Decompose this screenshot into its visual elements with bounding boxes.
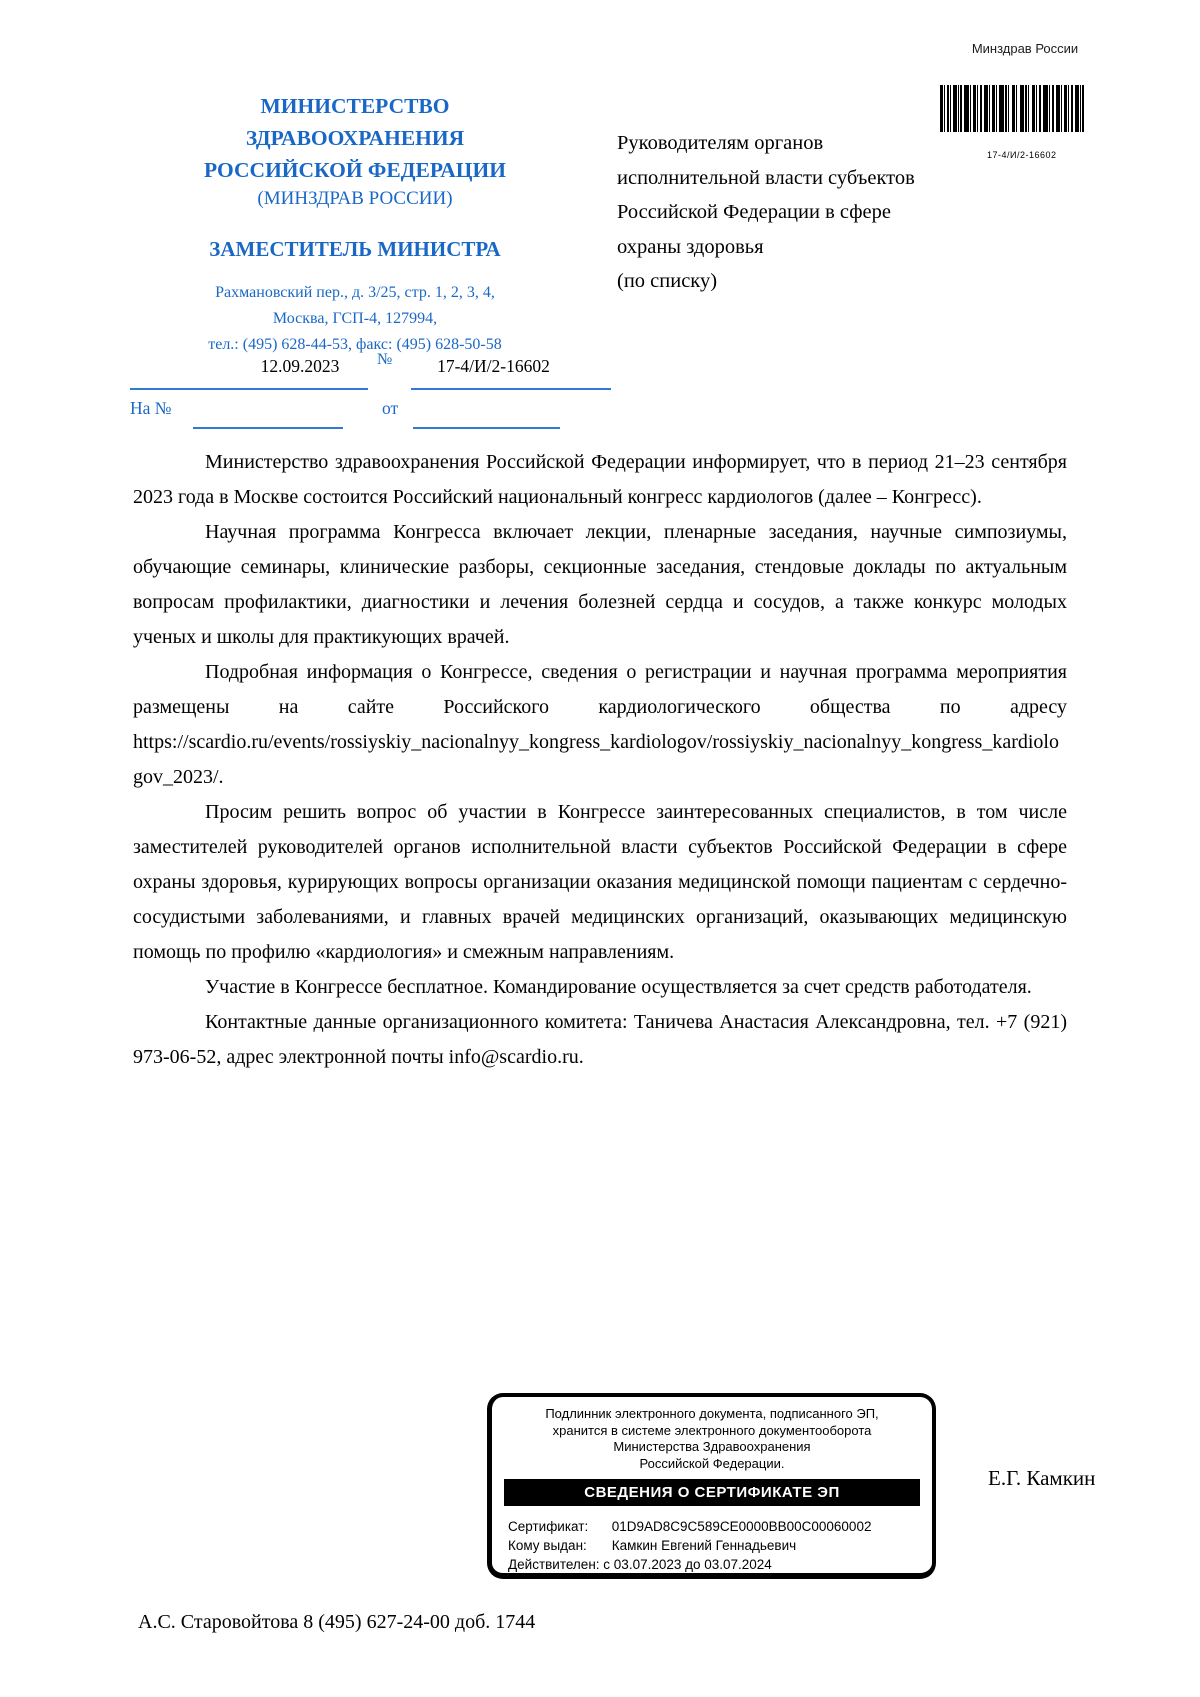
validity-line: [508, 1555, 932, 1574]
body-paragraph: Просим решить вопрос об участии в Конгрессе заинтересованных специалистов, в том числе заместителей руководителей органов исполнительной власти субъектов Российской Федерации в сфере охраны здоровья, курирующих вопросы организации оказания медицинской помощи пациентам с сердечно-сосудистыми заболеваниями, и главных врачей медицинских организаций, оказывающих медицинскую помощь по профилю «кардиология» и смежным направлениям.: [133, 801, 1067, 963]
recipient-line: (по списку): [617, 270, 718, 292]
stamp-header-line: Российской Федерации.: [639, 1455, 785, 1471]
ministry-name-line: МИНИСТЕРСТВО: [260, 94, 450, 118]
reply-number-underline: [193, 427, 343, 429]
address-line: тел.: (495) 628-44-53, факс: (495) 628-50-58: [208, 336, 502, 353]
letter-body: [133, 445, 1067, 1075]
body-paragraph: Участие в Конгрессе бесплатное. Командирование осуществляется за счет средств работодателя.: [205, 976, 1032, 998]
reply-to-number-label: На №: [130, 398, 172, 418]
recipient-line: Руководителям органов: [617, 132, 824, 154]
barcode: [940, 85, 1084, 132]
stamp-header-line: хранится в системе электронного документооборота: [552, 1422, 872, 1438]
issued-to-value: Камкин Евгений Геннадьевич: [611, 1538, 797, 1553]
body-paragraph: Министерство здравоохранения Российской Федерации информирует, что в период 21–23 сентября 2023 года в Москве состоится Российский национальный конгресс кардиологов (далее – Конгресс).: [133, 451, 1067, 508]
address-line: Рахмановский пер., д. 3/25, стр. 1, 2, 3, 4,: [215, 284, 495, 301]
certificate-banner: СВЕДЕНИЯ О СЕРТИФИКАТЕ ЭП: [504, 1479, 920, 1506]
stamp-header: [492, 1406, 932, 1472]
validity-value: с 03.07.2023 до 03.07.2024: [603, 1557, 772, 1572]
recipient-block: [617, 126, 1027, 299]
certificate-label: Сертификат:: [508, 1519, 589, 1534]
certificate-details: [508, 1517, 932, 1574]
executor-contact: А.С. Старовойтова 8 (495) 627-24-00 доб. 1744: [138, 1611, 536, 1633]
barcode-number: 17-4/И/2-16602: [987, 150, 1057, 160]
body-paragraph: Научная программа Конгресса включает лекции, пленарные заседания, научные симпозиумы, обучающие семинары, клинические разборы, секционные заседания, стендовые доклады по актуальным вопросам профилактики, диагностики и лечения болезней сердца и сосудов, а также конкурс молодых ученых и школы для практикующих врачей.: [133, 521, 1067, 648]
ministry-address: [115, 280, 595, 358]
body-paragraph-with-url: Подробная информация о Конгрессе, сведения о регистрации и научная программа мероприятия размещены на сайте Российского кардиологического общества по адресу https://scardio.ru/events/rossiyskiy_nacionalnyy_kongress_kardiologov/rossiyskiy_nacionalnyy_kongress_kardiologov_2023/.: [133, 661, 1067, 788]
letter-date: 12.09.2023: [260, 356, 340, 376]
date-underline: [130, 388, 368, 390]
signer-position-title: ЗАМЕСТИТЕЛЬ МИНИСТРА: [209, 237, 501, 261]
e-signature-stamp: [487, 1393, 936, 1579]
ministry-name: [115, 90, 595, 186]
stamp-header-line: Подлинник электронного документа, подписанного ЭП,: [545, 1406, 879, 1421]
number-underline: [411, 388, 611, 390]
ministry-name-line: РОССИЙСКОЙ ФЕДЕРАЦИИ: [204, 158, 506, 182]
recipient-line: исполнительной власти субъектов: [617, 166, 915, 189]
body-paragraph: Контактные данные организационного комитета: Таничева Анастасия Александровна, тел. +7 (921) 973-06-52, адрес электронной почты info@scardio.ru.: [133, 1011, 1067, 1068]
letterhead: [115, 90, 595, 358]
number-sign: №: [377, 351, 393, 368]
issued-to-label: Кому выдан:: [508, 1538, 587, 1553]
validity-label: Действителен:: [508, 1557, 600, 1572]
certificate-value: 01D9AD8C9C589CE0000BB00C00060002: [611, 1519, 872, 1534]
ministry-short-name: (МИНЗДРАВ РОССИИ): [257, 188, 453, 209]
recipient-line: охраны здоровья: [617, 235, 764, 258]
reply-date-underline: [413, 427, 560, 429]
stamp-header-line: Министерства Здравоохранения: [613, 1439, 811, 1454]
signer-name: Е.Г. Камкин: [988, 1466, 1096, 1490]
address-line: Москва, ГСП-4, 127994,: [272, 310, 438, 327]
sender-org-label: Минздрав России: [971, 41, 1079, 56]
reply-from-label: от: [382, 398, 399, 418]
issued-to-line: [508, 1536, 932, 1555]
recipient-line: Российской Федерации в сфере: [617, 201, 891, 223]
certificate-number-line: [508, 1517, 932, 1536]
ministry-name-line: ЗДРАВООХРАНЕНИЯ: [245, 126, 465, 150]
letter-number: 17-4/И/2-16602: [437, 356, 550, 376]
